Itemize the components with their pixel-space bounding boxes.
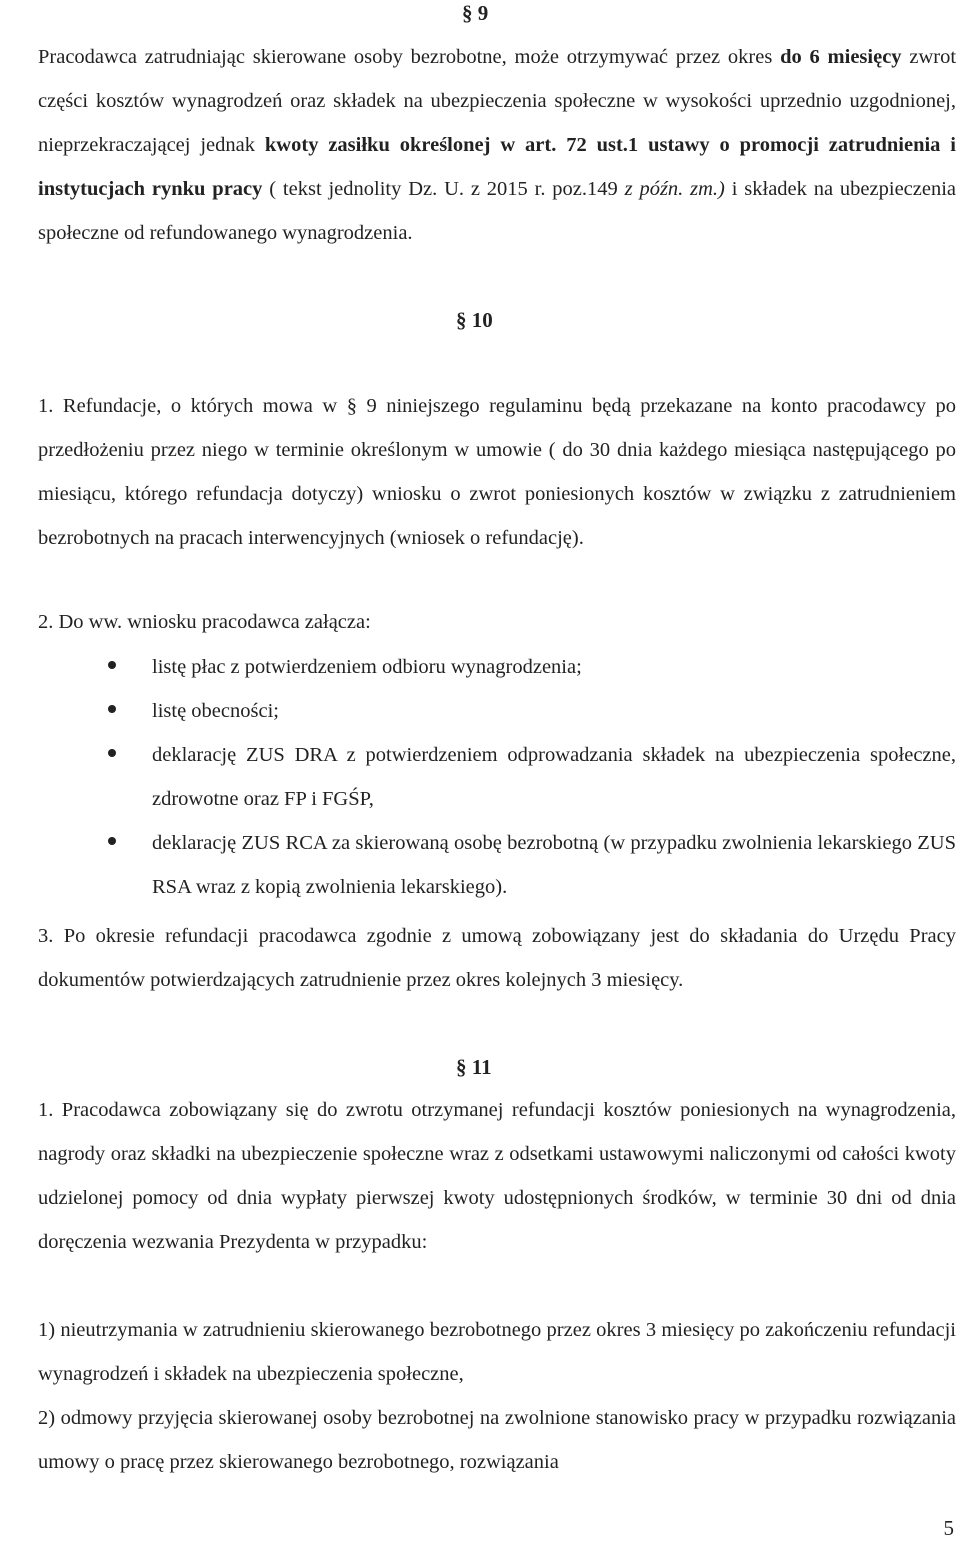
section-11-sub-1: 1) nieutrzymania w zatrudnieniu skierowanego bezrobotnego przez okres 3 miesięcy po zakończeniu refundacji wynagrodzeń i składek na ubezpieczenia społeczne, xyxy=(38,1319,956,1385)
attachments-list xyxy=(108,645,956,909)
heading-section-11: § 11 xyxy=(456,1055,492,1079)
section-9-paragraph: Pracodawca zatrudniając skierowane osoby bezrobotne, może otrzymywać przez okres do 6 miesięcy zwrot części kosztów wynagrodzeń oraz składek na ubezpieczenia społeczne w wysokości uprzednio uzgodnionej, nieprzekraczającej jednak kwoty zasiłku określonej w art. 72 ust.1 ustawy o promocji zatrudnienia i instytucjach rynku pracy ( tekst jednolity Dz. U. z 2015 r. poz.149 z późn. zm.) i składek na ubezpieczenia społeczne od refundowanego wynagrodzenia. xyxy=(38,46,957,244)
heading-section-9: § 9 xyxy=(462,1,489,25)
bullet-icon xyxy=(108,661,116,669)
bullet-icon xyxy=(108,705,116,713)
section-10-item-1: 1. Refundacje, o których mowa w § 9 niniejszego regulaminu będą przekazane na konto pracodawcy po przedłożeniu przez niego w terminie określonym w umowie ( do 30 dnia każdego miesiąca następującego po miesiącu, którego refundacja dotyczy) wniosku o zwrot poniesionych kosztów w związku z zatrudnieniem bezrobotnych na pracach interwencyjnych (wniosek o refundację). xyxy=(38,395,956,549)
section-10-item-3: 3. Po okresie refundacji pracodawca zgodnie z umową zobowiązany jest do składania do Urzędu Pracy dokumentów potwierdzających zatrudnienie przez okres kolejnych 3 miesięcy. xyxy=(38,925,956,991)
heading-section-10: § 10 xyxy=(456,308,493,332)
list-item: deklarację ZUS RCA za skierowaną osobę bezrobotną (w przypadku zwolnienia lekarskiego ZUS RSA wraz z kopią zwolnienia lekarskiego). xyxy=(108,821,956,909)
section-11-sub-2: 2) odmowy przyjęcia skierowanej osoby bezrobotnej na zwolnione stanowisko pracy w przypadku rozwiązania umowy o pracę przez skierowanego bezrobotnego, rozwiązania xyxy=(38,1407,956,1473)
section-11-item-1: 1. Pracodawca zobowiązany się do zwrotu otrzymanej refundacji kosztów poniesionych na wynagrodzenia, nagrody oraz składki na ubezpieczenie społeczne wraz z odsetkami ustawowymi naliczonymi od całości kwoty udzielonej pomocy od dnia wypłaty pierwszej kwoty udostępnionych środków, w terminie 30 dni od dnia doręczenia wezwania Prezydenta w przypadku: xyxy=(38,1099,956,1253)
bullet-icon xyxy=(108,837,116,845)
list-item: listę obecności; xyxy=(108,689,956,733)
list-item: deklarację ZUS DRA z potwierdzeniem odprowadzania składek na ubezpieczenia społeczne, zdrowotne oraz FP i FGŚP, xyxy=(108,733,956,821)
page-number: 5 xyxy=(943,1516,954,1540)
bullet-icon xyxy=(108,749,116,757)
list-item: listę płac z potwierdzeniem odbioru wynagrodzenia; xyxy=(108,645,956,689)
section-10-item-2: 2. Do ww. wniosku pracodawca załącza: xyxy=(38,611,371,633)
